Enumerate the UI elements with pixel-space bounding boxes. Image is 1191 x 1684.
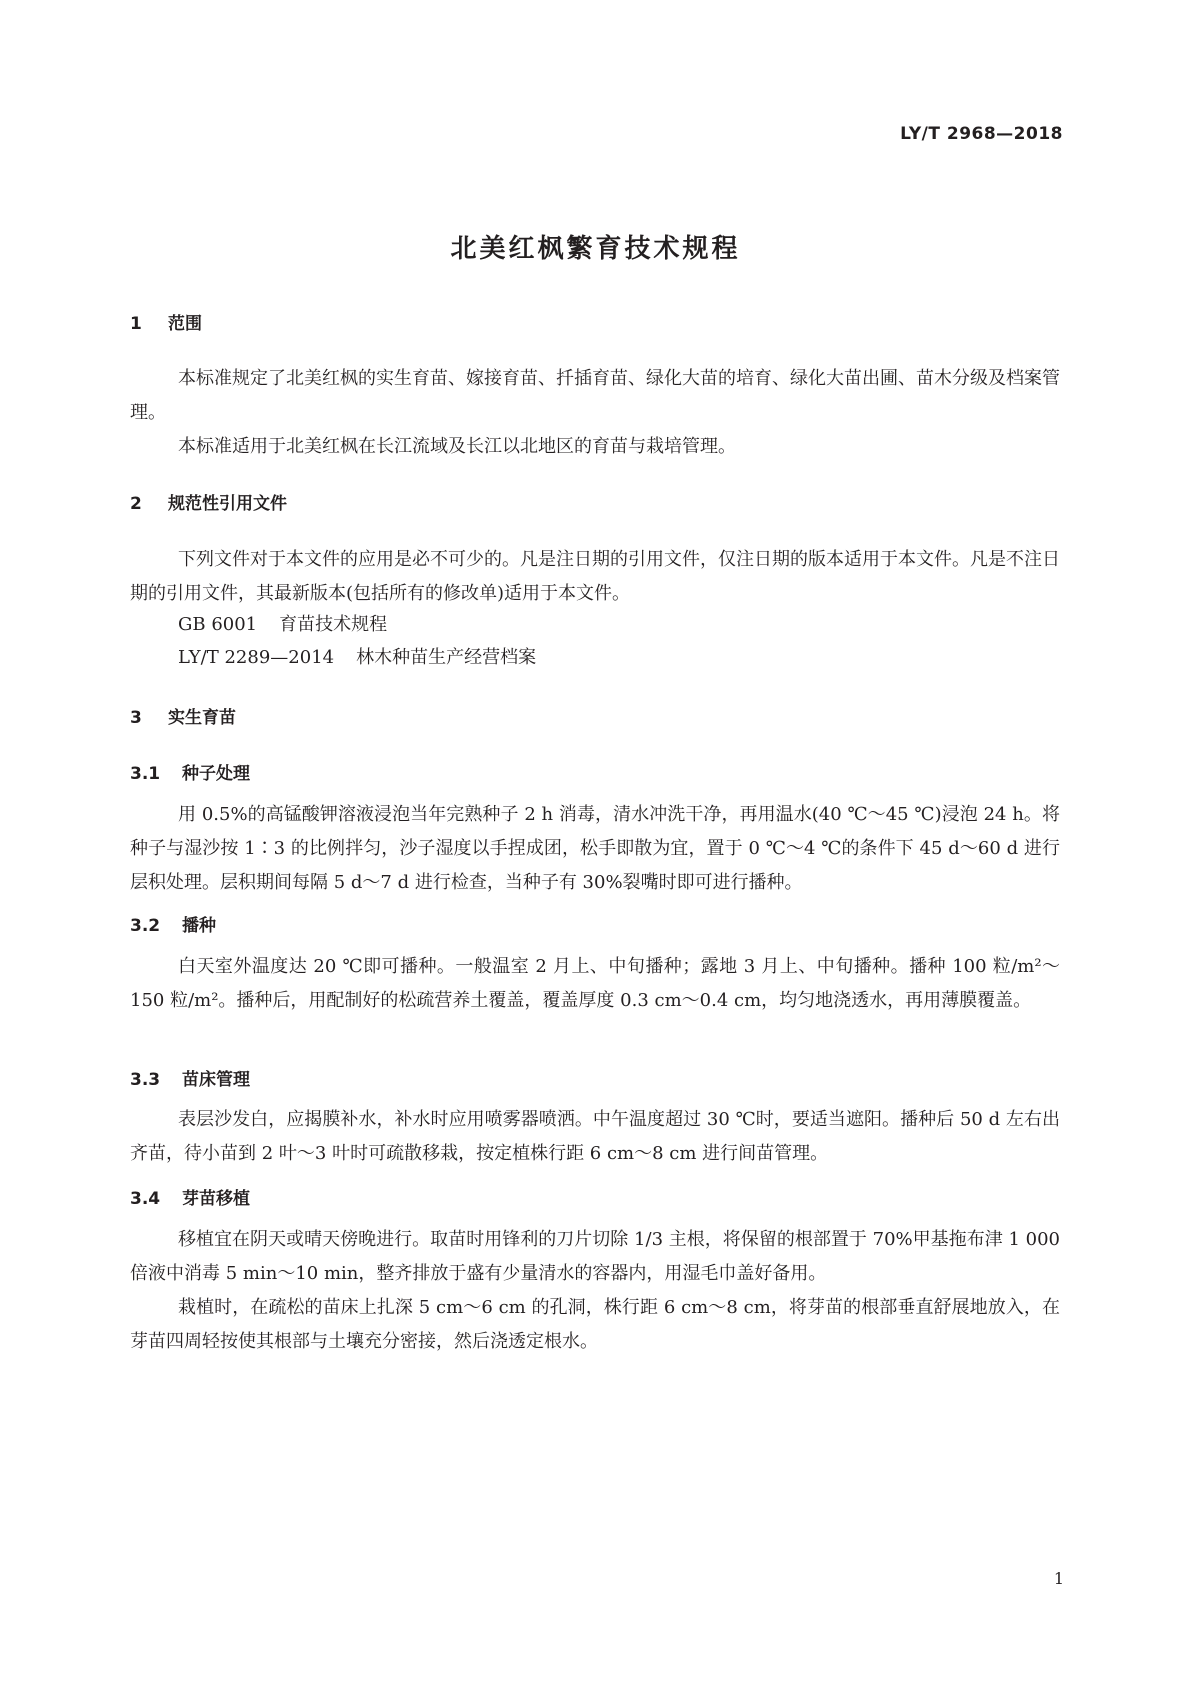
reference-item [178,610,387,636]
paragraph: 白天室外温度达 20 ℃即可播种。一般温室 2 月上、中旬播种；露地 3 月上、中旬播种。播种 100 粒/m²～150 粒/m²。播种后，用配制好的松疏营养土覆盖，覆盖厚度 0.3 cm～0.4 cm，均匀地浇透水，再用薄膜覆盖。 [130,956,1060,1011]
section-number: 3.2 [130,916,161,936]
page-number: 1 [1053,1569,1064,1588]
section-number: 2 [130,494,142,514]
section-number: 1 [130,314,142,334]
paragraph: 下列文件对于本文件的应用是必不可少的。凡是注日期的引用文件，仅注日期的版本适用于本文件。凡是不注日期的引用文件，其最新版本(包括所有的修改单)适用于本文件。 [130,549,1060,604]
subsection-heading-sowing [130,911,216,936]
paragraph: 用 0.5%的高锰酸钾溶液浸泡当年完熟种子 2 h 消毒，清水冲洗干净，再用温水(40 ℃～45 ℃)浸泡 24 h。将种子与湿沙按 1∶3 的比例拌匀，沙子湿度以手捏成团，松手即散为宜，置于 0 ℃～4 ℃的条件下 45 d～60 d 进行层积处理。层积期间每隔 5 d～7 d 进行检查，当种子有 30%裂嘴时即可进行播种。 [130,804,1060,893]
section-title: 苗床管理 [182,1070,250,1090]
subsection-heading-seedbed-management [130,1065,250,1090]
paragraph: 移植宜在阴天或晴天傍晚进行。取苗时用锋利的刀片切除 1/3 主根，将保留的根部置于 70%甲基拖布津 1 000 倍液中消毒 5 min～10 min，整齐排放于盛有少量清水的容器内，用湿毛巾盖好备用。 [130,1229,1060,1284]
paragraph: 栽植时，在疏松的苗床上扎深 5 cm～6 cm 的孔洞，株行距 6 cm～8 cm，将芽苗的根部垂直舒展地放入，在芽苗四周轻按使其根部与土壤充分密接，然后浇透定根水。 [130,1297,1060,1352]
section-title: 规范性引用文件 [168,494,287,514]
paragraph: 表层沙发白，应揭膜补水，补水时应用喷雾器喷洒。中午温度超过 30 ℃时，要适当遮阳。播种后 50 d 左右出齐苗，待小苗到 2 叶～3 叶时可疏散移栽，按定植株行距 6 cm～8 cm 进行间苗管理。 [130,1109,1060,1164]
subsection-heading-sprout-transplanting [130,1184,250,1209]
standard-code: LY/T 2968—2018 [900,124,1063,144]
section-number: 3.1 [130,764,161,784]
section-number: 3.3 [130,1070,161,1090]
section-number: 3.4 [130,1189,161,1209]
reference-code: LY/T 2289—2014 [178,647,335,668]
section-number: 3 [130,708,142,728]
section-heading-seedling [130,703,236,728]
section-title: 范围 [168,314,202,334]
section-title: 芽苗移植 [182,1189,250,1209]
section-title: 实生育苗 [168,708,236,728]
reference-code: GB 6001 [178,614,258,635]
reference-title: 育苗技术规程 [279,614,388,635]
section-title: 种子处理 [182,764,250,784]
section-heading-normative-references [130,489,287,514]
reference-item [178,643,536,669]
subsection-heading-seed-treatment [130,759,250,784]
reference-title: 林木种苗生产经营档案 [356,647,537,668]
document-title: 北美红枫繁育技术规程 [450,234,741,264]
paragraph: 本标准规定了北美红枫的实生育苗、嫁接育苗、扦插育苗、绿化大苗的培育、绿化大苗出圃、苗木分级及档案管理。 [130,368,1060,423]
section-heading-scope [130,309,202,334]
section-title: 播种 [182,916,216,936]
paragraph: 本标准适用于北美红枫在长江流域及长江以北地区的育苗与栽培管理。 [178,436,736,457]
